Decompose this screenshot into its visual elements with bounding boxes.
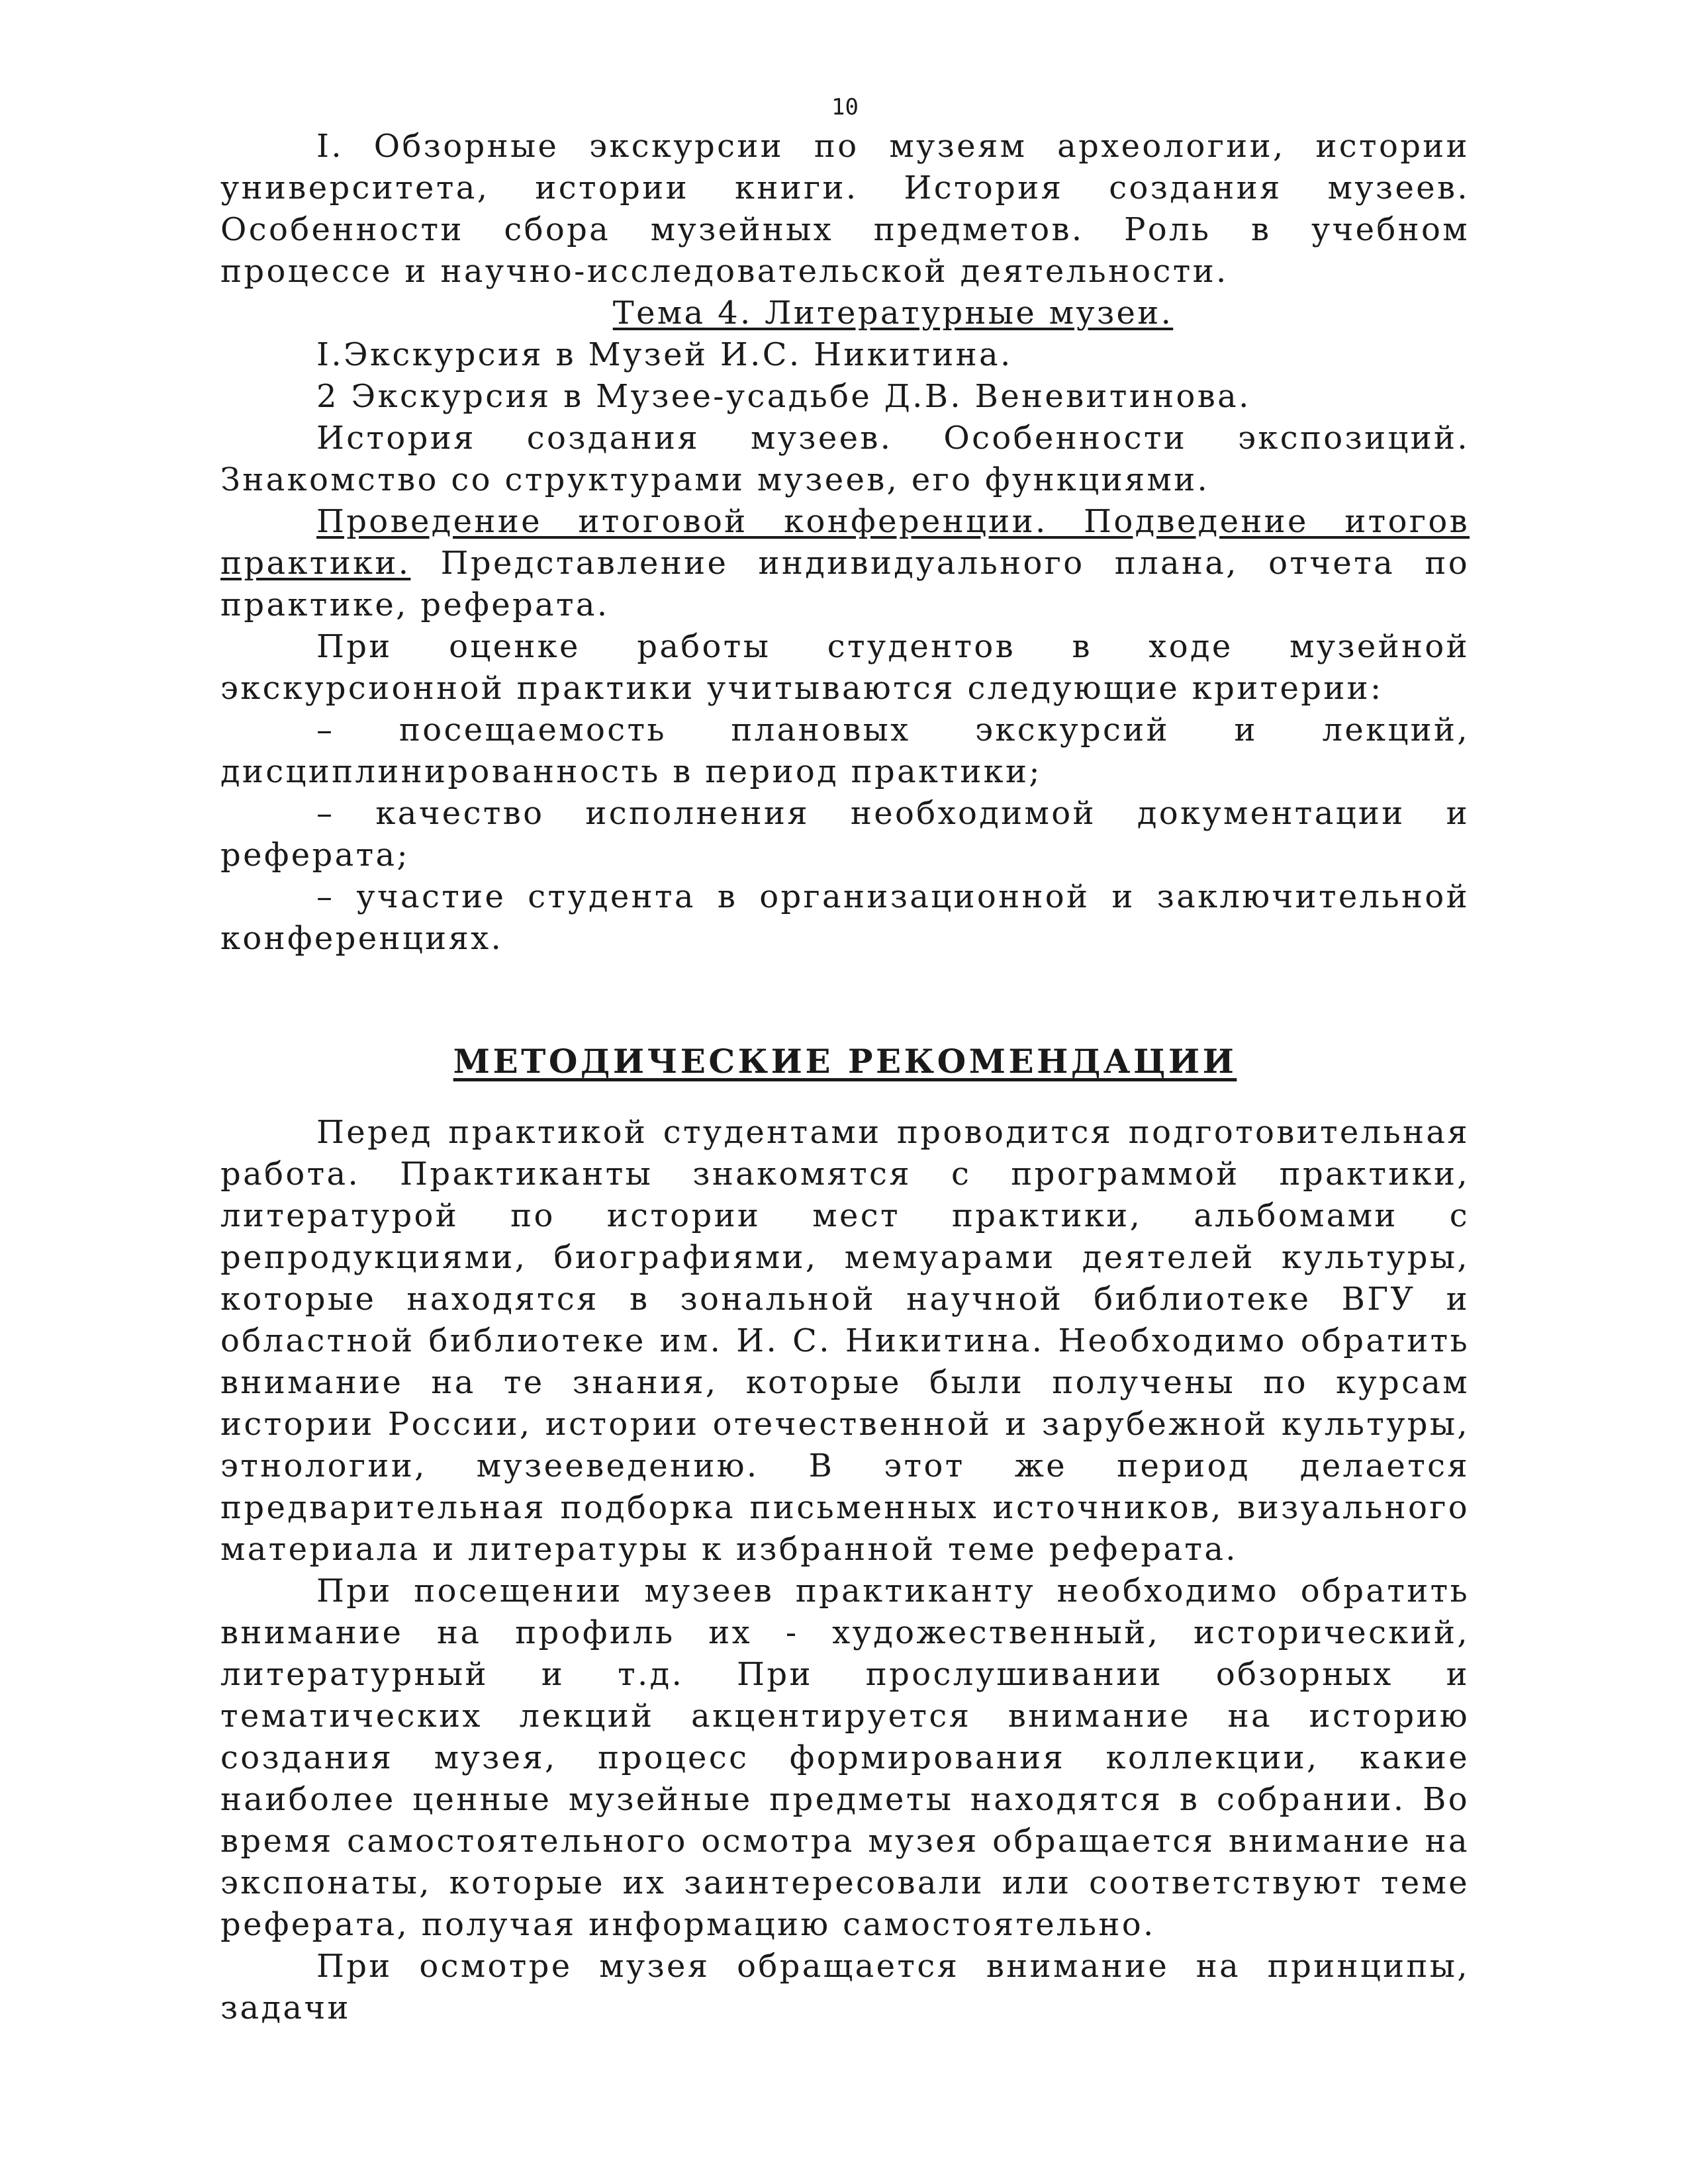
conference-underlined-text: Проведение итоговой конференции. Подведение итогов практики. [220, 503, 1470, 582]
recommendations-section [220, 1112, 1470, 2029]
paragraph-criteria-intro: При оценке работы студентов в ходе музейной экскурсионной практики учитываются следующие критерии: [220, 628, 1470, 707]
paragraph-preparation: Перед практикой студентами проводится подготовительная работа. Практиканты знакомятся с программой практики, литературой по истории мест практики, альбомами с репродукциями, биографиями, мемуарами деятелей культуры, которые находятся в зональной научной библиотеке ВГУ и областной библиотеке им. И. С. Никитина. Необходимо обратить внимание на те знания, которые были получены по курсам истории России, истории отечественной и зарубежной культуры, этнологии, музееведению. В этот же период делается предварительная подборка письменных источников, визуального материала и литературы к избранной теме реферата. [220, 1114, 1470, 1568]
document-page [220, 0, 1470, 2184]
paragraph-overview-excursions: I. Обзорные экскурсии по музеям археологии, истории университета, истории книги. История создания музеев. Особенности сбора музейных предметов. Роль в учебном процессе и научно-исследовательской деятельности. [220, 128, 1470, 290]
topic-4-title [220, 293, 1470, 334]
excursion-nikitin: I.Экскурсия в Музей И.С. Никитина. [316, 336, 1013, 373]
excursion-venevitinov: 2 Экскурсия в Музее-усадьбе Д.В. Веневитинова. [316, 378, 1251, 415]
criteria-item-attendance: – посещаемость плановых экскурсий и лекций, дисциплинированность в период практики; [220, 711, 1470, 790]
paragraph-final-conference [220, 501, 1470, 626]
conference-rest-text: Представление индивидуального плана, отчета по практике, реферата. [220, 545, 1470, 623]
paragraph-museum-visits: При посещении музеев практиканту необходимо обратить внимание на профиль их - художественный, исторический, литературный и т.д. При прослушивании обзорных и тематических лекций акцентируется внимание на историю создания музея, процесс формирования коллекции, какие наиболее ценные музейные предметы находятся в собрании. Во время самостоятельного осмотра музея обращается внимание на экспонаты, которые их заинтересовали или соответствуют теме реферата, получая информацию самостоятельно. [220, 1572, 1470, 1943]
page-number: 10 [831, 94, 859, 120]
paragraph-museum-principles: При осмотре музея обращается внимание на принципы, задачи [220, 1948, 1470, 2026]
criteria-item-documentation: – качество исполнения необходимой документации и реферата; [220, 795, 1470, 874]
program-section [220, 126, 1470, 960]
paragraph-museum-history: История создания музеев. Особенности экспозиций. Знакомство со структурами музеев, его функциями. [220, 420, 1470, 498]
topic-4-title-text: Тема 4. Литературные музеи. [612, 295, 1174, 332]
criteria-item-conference: – участие студента в организационной и заключительной конференциях. [220, 878, 1470, 957]
section-heading: МЕТОДИЧЕСКИЕ РЕКОМЕНДАЦИИ [453, 1042, 1237, 1081]
